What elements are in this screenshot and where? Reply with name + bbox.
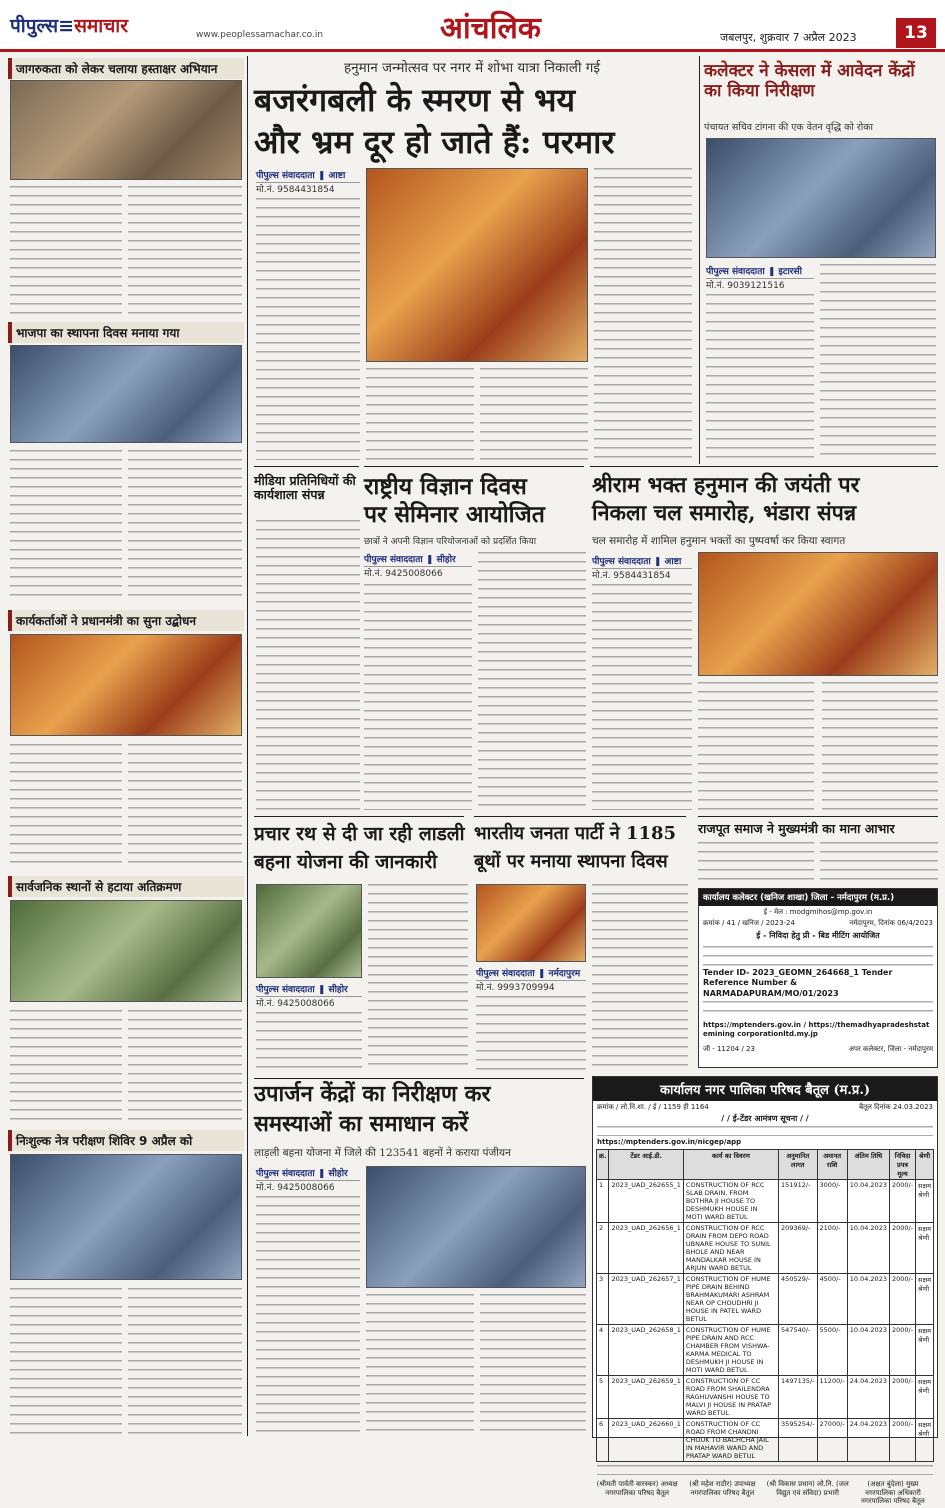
table-cell: 2000/- [889, 1375, 915, 1418]
story-body [128, 186, 242, 314]
story-pm-address-title: कार्यकर्ताओं ने प्रधानमंत्री का सुना उद्बोधन [8, 610, 244, 631]
table-cell: सक्षम श्रेणी [916, 1222, 934, 1273]
story-body [128, 450, 242, 602]
story-body [478, 552, 586, 810]
table-cell: CONSTRUCTION OF HUME PIPE DRAIN BEHIND BRAHMAKUMARI ASHRAM NEAR OP CHOUDHRI JI HOUSE IN PATEL WARD BETUL [683, 1273, 778, 1324]
table-cell: सक्षम श्रेणी [916, 1273, 934, 1324]
collector-mobile: मो.नं. 9039121516 [706, 281, 785, 291]
table-cell: CONSTRUCTION OF CC ROAD FROM CHANDNI CHOUK TO BACHCHA JAIL IN MAHAVIR WARD AND PRATAP WARD BETUL [683, 1418, 778, 1461]
tender-column-header: श्रेणी [916, 1149, 934, 1179]
table-cell: 2 [597, 1222, 609, 1273]
table-cell: 3 [597, 1273, 609, 1324]
table-cell: 10.04.2023 [847, 1324, 889, 1375]
table-cell: 2023_UAD_262659_1 [609, 1375, 683, 1418]
story-body [256, 520, 360, 810]
notice-date: बैतूल दिनांक 24.03.2023 [859, 1103, 933, 1111]
lead-headline-line-1: बजरंगबली के स्मरण से भय [254, 81, 576, 119]
tender-column-header: अंतिम तिथि [847, 1149, 889, 1179]
table-cell: सक्षम श्रेणी [916, 1179, 934, 1222]
story-body [698, 842, 814, 882]
ladli-headline-line-2: बहना योजना की जानकारी [254, 851, 438, 873]
science-byline: पीपुल्स संवाददाता ❚ सीहोर [364, 552, 472, 567]
tender-column-header: टेंडर आई.डी. [609, 1149, 683, 1179]
table-cell: 2000/- [889, 1179, 915, 1222]
upajan-subheadline: लाड़ली बहना योजना में जिले की 123541 बहनों ने कराया पंजीयन [254, 1147, 511, 1159]
signatory: (श्री महेश राठौर) उपाध्यक्ष नगरपालिका परिषद बैतूल [689, 1479, 756, 1497]
table-cell: 2023_UAD_262657_1 [609, 1273, 683, 1324]
divider [254, 816, 464, 817]
notice-url: https://mptenders.gov.in / https://themadhyapradeshstatemining corporationltd.my.jp [703, 1021, 930, 1038]
story-body [256, 1012, 362, 1072]
story-encroachment-title: सार्वजनिक स्थानों से हटाया अतिक्रमण [8, 876, 244, 897]
table-cell: 4500/- [817, 1273, 847, 1324]
lead-mobile: मो.नं. 9584431854 [256, 185, 335, 195]
table-row [597, 1222, 934, 1273]
tender-column-header: कार्य का विवरण [683, 1149, 778, 1179]
story-body [480, 368, 588, 460]
table-cell: CONSTRUCTION OF RCC SLAB DRAIN, FROM BOTHRA JI HOUSE TO DESHMUKH HOUSE IN MOTI WARD BETUL [683, 1179, 778, 1222]
notice-url: https://mptenders.gov.in/nicgep/app [597, 1138, 742, 1147]
eye-camp-photo [10, 1154, 242, 1280]
table-cell: 10.04.2023 [847, 1273, 889, 1324]
story-body [592, 584, 692, 810]
notice-ref: क्रमांक / लो.नि.शा. / ई / 1159 ही 1164 [597, 1103, 709, 1111]
bjp-byline: पीपुल्स संवाददाता ❚ नर्मदापुरम [476, 966, 586, 981]
notice-body [597, 1465, 933, 1475]
rajput-headline: राजपूत समाज ने मुख्यमंत्री का माना आभार [698, 821, 895, 836]
lead-kicker: हनुमान जन्मोत्सव पर नगर में शोभा यात्रा निकाली गई [344, 60, 600, 76]
story-body [368, 982, 468, 1072]
upajan-byline: पीपुल्स संवाददाता ❚ सीहोर [256, 1166, 360, 1181]
story-body [820, 264, 936, 460]
story-body [594, 168, 692, 460]
section-title: आंचलिक [440, 11, 541, 46]
story-bjp-foundation-title: भाजपा का स्थापना दिवस मनाया गया [8, 322, 244, 343]
tender-table-header [597, 1149, 934, 1179]
tender-table [596, 1149, 934, 1462]
table-cell: 10.04.2023 [847, 1179, 889, 1222]
story-body [366, 368, 474, 460]
notice-date: नर्मदापुरम, दिनांक 06/4/2023 [849, 918, 933, 927]
upajan-meeting-photo [366, 1166, 586, 1288]
table-row [597, 1179, 934, 1222]
betul-tender-notice [592, 1076, 938, 1506]
logo-left: पीपुल्स [10, 15, 59, 37]
table-cell: 3000/- [817, 1179, 847, 1222]
notice-body [597, 1126, 933, 1136]
table-cell: 450529/- [779, 1273, 817, 1324]
rath-photo [256, 884, 362, 978]
story-body [128, 1288, 242, 1436]
upajan-mobile: मो.नं. 9425008066 [256, 1183, 335, 1193]
story-body [256, 1196, 360, 1436]
procession-photo [366, 168, 588, 362]
table-cell: 3595254/- [779, 1418, 817, 1461]
divider [254, 466, 359, 467]
story-body [480, 1294, 586, 1436]
notice-signature: अपर कलेक्टर, जिला - नर्मदापुरम [848, 1044, 933, 1053]
table-cell: 547540/- [779, 1324, 817, 1375]
notice-email: ई - मेल : modgmihos@mp.gov.in [763, 908, 873, 916]
table-row [597, 1418, 934, 1461]
left-column-divider [247, 56, 248, 1436]
table-cell: 6 [597, 1418, 609, 1461]
table-cell: 1497135/- [779, 1375, 817, 1418]
story-body [128, 744, 242, 868]
shriram-procession-photo [698, 552, 938, 676]
tender-column-header: अनुमानित लागत [779, 1149, 817, 1179]
media-workshop-headline: मीडिया प्रतिनिधियों की कार्यशाला संपन्न [254, 473, 356, 503]
encroachment-photo [10, 900, 242, 1002]
story-signature-campaign-title: जागरुकता को लेकर चलाया हस्ताक्षर अभियान [8, 58, 244, 79]
shriram-headline-line-2: निकला चल समारोह, भंडारा संपन्न [592, 501, 857, 526]
science-mobile: मो.नं. 9425008066 [364, 569, 443, 579]
story-body [822, 682, 938, 810]
tender-column-header: अमानत राशि [817, 1149, 847, 1179]
table-cell: सक्षम श्रेणी [916, 1324, 934, 1375]
notice-tender-id: Tender ID- 2023_GEOMN_264668_1 Tender Reference Number & NARMADAPURAM/MO/01/2023 [703, 967, 893, 998]
bjp-headline-line-1: भारतीय जनता पार्टी ने 1185 [474, 823, 677, 844]
site-url: www.peoplessamachar.co.in [196, 30, 324, 40]
signature-campaign-photo [10, 80, 242, 180]
table-cell: 27000/- [817, 1418, 847, 1461]
table-row [597, 1375, 934, 1418]
divider [590, 466, 938, 467]
science-headline-line-1: राष्ट्रीय विज्ञान दिवस [364, 473, 527, 500]
table-cell: 151912/- [779, 1179, 817, 1222]
notice-heading: ई - निविदा हेतु प्री - बिड मीटिंग आयोजित [756, 930, 880, 940]
table-cell: 11200/- [817, 1375, 847, 1418]
bjp-mobile: मो.नं. 9993709994 [476, 983, 555, 993]
collector-headline: कलेक्टर ने केसला में आवेदन केंद्रों का किया निरीक्षण [704, 61, 915, 101]
science-subheadline: छात्रों ने अपनी विज्ञान परियोजनाओं को प्रदर्शित किया [364, 537, 537, 547]
table-cell: CONSTRUCTION OF HUME PIPE DRAIN AND RCC CHAMBER FROM VISHWA-KARMA MEDICAL TO DESHMUKH JI HOUSE IN MOTI WARD BETUL [683, 1324, 778, 1375]
table-cell: 2023_UAD_262655_1 [609, 1179, 683, 1222]
table-cell: 2000/- [889, 1324, 915, 1375]
story-body [364, 584, 472, 810]
story-body [10, 450, 122, 602]
table-cell: 24.04.2023 [847, 1418, 889, 1461]
logo-right: समाचार [74, 15, 128, 37]
table-cell: 2023_UAD_262658_1 [609, 1324, 683, 1375]
notice-body [703, 946, 933, 966]
ladli-byline: पीपुल्स संवाददाता ❚ सीहोर [256, 982, 362, 997]
bjp-headline-line-2: बूथों पर मनाया स्थापना दिवस [474, 851, 668, 872]
signatories [593, 1478, 937, 1508]
table-cell: सक्षम श्रेणी [916, 1418, 934, 1461]
masthead [0, 0, 945, 52]
story-body [10, 1010, 122, 1122]
table-cell: 2023_UAD_262656_1 [609, 1222, 683, 1273]
mining-tender-notice [698, 888, 938, 1068]
table-row [597, 1273, 934, 1324]
story-body [10, 186, 122, 314]
story-body [706, 294, 814, 460]
shriram-mobile: मो.नं. 9584431854 [592, 571, 671, 581]
notice-body [703, 1001, 933, 1019]
pm-address-photo [10, 634, 242, 736]
collector-inspection-photo [706, 138, 936, 258]
story-body [10, 1288, 122, 1436]
divider [698, 816, 938, 817]
right-column-divider [699, 56, 700, 464]
table-cell: 2100/- [817, 1222, 847, 1273]
upajan-headline-line-2: समस्याओं का समाधान करें [254, 1111, 469, 1137]
bjp-booth-photo [476, 884, 586, 962]
lead-byline: पीपुल्स संवाददाता ❚ आष्टा [256, 168, 360, 183]
story-body [366, 1294, 474, 1436]
ladli-headline-line-1: प्रचार रथ से दी जा रही लाडली [254, 823, 465, 845]
story-body [128, 1010, 242, 1122]
ladli-mobile: मो.नं. 9425008066 [256, 999, 335, 1009]
story-body [698, 682, 814, 810]
table-cell: 10.04.2023 [847, 1222, 889, 1273]
table-cell: 2000/- [889, 1222, 915, 1273]
story-body [10, 744, 122, 868]
lead-headline-line-2: और भ्रम दूर हो जाते हैं: परमार [254, 123, 615, 161]
story-body [820, 842, 938, 882]
table-cell: CONSTRUCTION OF CC ROAD FROM SHAILENDRA RAGHUVANSHI HOUSE TO MALVI JI HOUSE IN PRATAP WARD BETUL [683, 1375, 778, 1418]
story-body [256, 198, 360, 460]
table-cell: 1 [597, 1179, 609, 1222]
tender-column-header: निविदा प्रपत्र मूल्य [889, 1149, 915, 1179]
table-cell: 5500/- [817, 1324, 847, 1375]
divider [254, 1078, 584, 1079]
collector-byline: पीपुल्स संवाददाता ❚ इटारसी [706, 264, 814, 279]
notice-subtitle: / / ई-टेंडर आमंत्रण सूचना / / [721, 1113, 809, 1123]
notice-title: कार्यालय नगर पालिका परिषद बैतूल (म.प्र.) [593, 1077, 937, 1101]
upajan-headline-line-1: उपार्जन केंद्रों का निरीक्षण कर [254, 1081, 491, 1107]
signatory: (अक्षत बुंदेला) मुख्य नगरपालिका अधिकारी नगरपालिका परिषद बैतूल [860, 1479, 925, 1506]
story-body [368, 884, 468, 978]
table-row [597, 1324, 934, 1375]
notice-code: जी - 11204 / 23 [703, 1044, 755, 1053]
signatory: (श्रीमती पार्वती बारस्कर) अध्यक्ष नगरपालिका परिषद बैतूल [596, 1479, 678, 1497]
divider [364, 466, 584, 467]
notice-ref: क्रमांक / 41 / खनिज / 2023-24 [703, 918, 795, 927]
dateline: जबलपुर, शुक्रवार 7 अप्रैल 2023 [720, 31, 857, 44]
story-body [476, 996, 586, 1072]
table-cell: 209369/- [779, 1222, 817, 1273]
collector-subheadline: पंचायत सचिव टांगना की एक वेतन वृद्धि को रोका [704, 122, 873, 133]
table-cell: 2000/- [889, 1418, 915, 1461]
newspaper-logo: पीपुल्स≡समाचार [10, 15, 128, 37]
story-eye-camp-title: निःशुल्क नेत्र परीक्षण शिविर 9 अप्रैल को [8, 1130, 244, 1151]
table-cell: 5 [597, 1375, 609, 1418]
science-headline-line-2: पर सेमिनार आयोजित [364, 501, 545, 528]
story-body [592, 884, 688, 1072]
shriram-subheadline: चल समारोह में शामिल हनुमान भक्तों का पुष्पवर्षा कर किया स्वागत [592, 535, 846, 547]
table-cell: 4 [597, 1324, 609, 1375]
page-number: 13 [896, 18, 936, 48]
signatory: (श्री विकास प्रधान) लो.नि. (जल विद्युत एवं संविदा) प्रभारी [766, 1479, 849, 1497]
shriram-byline: पीपुल्स संवाददाता ❚ आष्टा [592, 554, 692, 569]
tender-column-header: क्र. [597, 1149, 609, 1179]
table-cell: 2000/- [889, 1273, 915, 1324]
table-cell: 24.04.2023 [847, 1375, 889, 1418]
table-cell: CONSTRUCTION OF RCC DRAIN FROM DEPO ROAD UBNARE HOUSE TO SUNIL BHOLE AND NEAR MANDALKAR HOUSE IN ARJUN WARD BETUL [683, 1222, 778, 1273]
table-cell: सक्षम श्रेणी [916, 1375, 934, 1418]
table-cell: 2023_UAD_262660_1 [609, 1418, 683, 1461]
bjp-foundation-photo [10, 345, 242, 443]
shriram-headline-line-1: श्रीराम भक्त हनुमान की जयंती पर [592, 473, 860, 498]
divider [474, 816, 686, 817]
notice-title: कार्यालय कलेक्टर (खनिज शाखा) जिला - नर्मदापुरम (म.प्र.) [699, 889, 937, 906]
